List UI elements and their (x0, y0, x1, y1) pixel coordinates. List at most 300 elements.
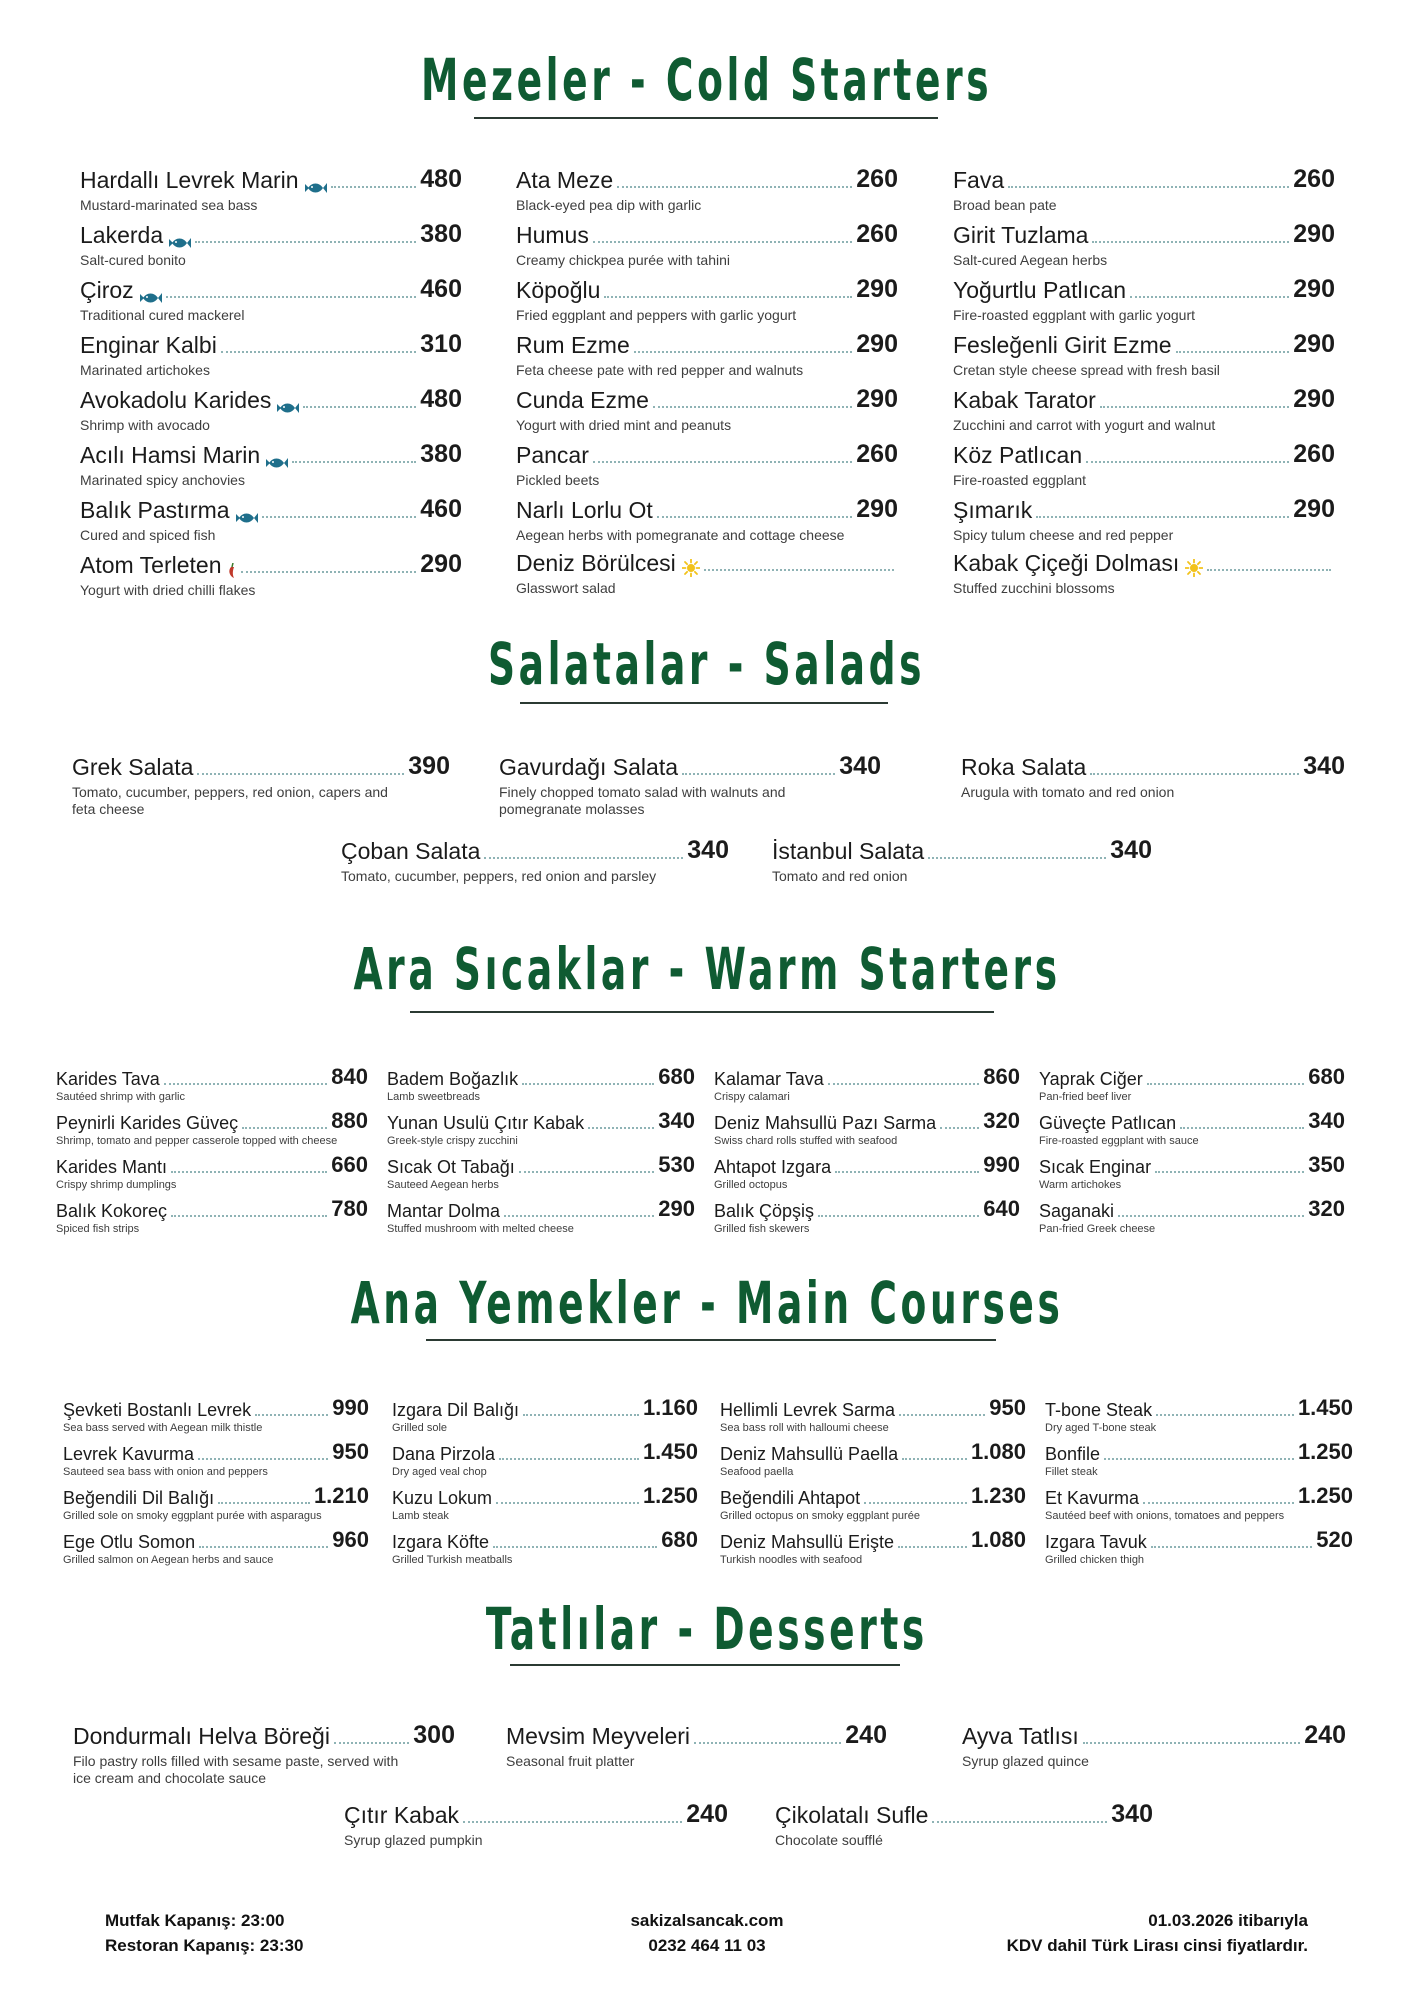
menu-item (63, 1439, 369, 1479)
item-name: Kalamar Tava (714, 1069, 824, 1089)
item-price: 1.250 (1297, 1483, 1353, 1508)
item-description: Marinated spicy anchovies (80, 472, 245, 488)
sun-icon (1185, 559, 1203, 577)
menu-item (56, 1152, 368, 1192)
menu-item (80, 330, 462, 379)
item-price: 340 (1303, 752, 1345, 780)
item-price: 290 (856, 330, 898, 358)
menu-item (1045, 1395, 1353, 1435)
item-name: Kabak Çiçeği Dolması (953, 550, 1180, 576)
desserts-title: Tatlılar - Desserts (486, 1595, 928, 1663)
item-price: 340 (687, 836, 729, 864)
item-name: Köpoğlu (516, 277, 601, 303)
item-price: 350 (1308, 1152, 1345, 1177)
fish-icon (236, 512, 258, 524)
dot-leader (1092, 241, 1289, 243)
item-description: Greek-style crispy zucchini (387, 1135, 518, 1147)
item-description: Grilled chicken thigh (1045, 1554, 1145, 1566)
item-price: 310 (420, 330, 462, 358)
item-description: Black-eyed pea dip with garlic (516, 197, 702, 213)
dot-leader (1104, 1458, 1294, 1460)
item-price: 380 (420, 220, 462, 248)
dot-leader (1207, 569, 1331, 571)
dot-leader (463, 1821, 682, 1823)
item-name: Köz Patlıcan (953, 442, 1083, 468)
fish-icon (305, 182, 327, 194)
item-price: 780 (331, 1196, 368, 1221)
item-price: 960 (332, 1527, 369, 1552)
dot-leader (898, 1546, 967, 1548)
item-description: Sauteed Aegean herbs (387, 1179, 499, 1191)
item-description: Stuffed mushroom with melted cheese (387, 1223, 574, 1235)
dot-leader (1180, 1127, 1304, 1129)
item-description: Marinated artichokes (80, 362, 210, 378)
salads-title: Salatalar - Salads (488, 630, 926, 698)
item-description: Yogurt with dried chilli flakes (80, 582, 256, 598)
item-price: 340 (1111, 1800, 1153, 1828)
menu-item (387, 1196, 695, 1236)
item-price: 340 (839, 752, 881, 780)
menu-item (56, 1196, 368, 1236)
dot-leader (221, 351, 416, 353)
item-price: 320 (983, 1108, 1020, 1133)
item-description: Grilled octopus (714, 1179, 788, 1191)
item-description: Glasswort salad (516, 580, 616, 596)
item-name: Balık Pastırma (80, 497, 230, 523)
item-name: Yoğurtlu Patlıcan (953, 277, 1127, 303)
item-description: Sautéed beef with onions, tomatoes and peppers (1045, 1510, 1285, 1522)
fish-icon (169, 237, 191, 249)
item-price: 680 (658, 1064, 695, 1089)
item-name: Karides Mantı (56, 1157, 168, 1177)
dot-leader (164, 1083, 328, 1085)
item-name: T-bone Steak (1045, 1400, 1153, 1420)
dot-leader (334, 1742, 409, 1744)
item-price: 990 (983, 1152, 1020, 1177)
item-description: Seasonal fruit platter (506, 1753, 635, 1769)
menu-item (720, 1439, 1026, 1479)
item-description: Turkish noodles with seafood (720, 1554, 863, 1566)
item-name: Balık Kokoreç (56, 1201, 168, 1221)
dot-leader (1147, 1083, 1305, 1085)
item-description: Grilled fish skewers (714, 1223, 810, 1235)
menu-item (953, 385, 1335, 434)
menu-item (56, 1064, 368, 1104)
item-name: Çikolatalı Sufle (775, 1802, 929, 1828)
phone-number[interactable]: 0232 464 11 03 (648, 1936, 766, 1955)
item-name: Humus (516, 222, 589, 248)
item-price: 340 (1308, 1108, 1345, 1133)
vat-note: KDV dahil Türk Lirası cinsi fiyatlardır. (1006, 1936, 1308, 1955)
menu-item (392, 1527, 698, 1567)
item-price: 320 (1308, 1196, 1345, 1221)
item-name: Saganaki (1039, 1201, 1115, 1221)
item-name: Sıcak Enginar (1039, 1157, 1152, 1177)
price-note (1007, 1908, 1308, 1958)
menu-item (341, 836, 729, 885)
item-price: 660 (331, 1152, 368, 1177)
dot-leader (928, 857, 1106, 859)
item-price: 1.230 (970, 1483, 1026, 1508)
dot-leader (262, 516, 417, 518)
menu-item (953, 330, 1335, 379)
menu-item (506, 1721, 887, 1770)
main-courses-title: Ana Yemekler - Main Courses (350, 1269, 1064, 1337)
item-name: Fesleğenli Girit Ezme (953, 332, 1172, 358)
item-price: 880 (331, 1108, 368, 1133)
menu-item (56, 1108, 368, 1148)
menu-item (961, 752, 1345, 801)
item-price: 1.450 (1297, 1395, 1353, 1420)
dot-leader (940, 1127, 979, 1129)
item-price: 290 (1293, 220, 1335, 248)
title-underline (426, 1339, 996, 1341)
item-description: Finely chopped tomato salad with walnuts and pomegranate molasses (499, 784, 786, 817)
dot-leader (1036, 516, 1289, 518)
dot-leader (902, 1458, 967, 1460)
menu-item (953, 495, 1335, 544)
item-price: 260 (856, 220, 898, 248)
menu-item (516, 275, 898, 324)
item-price: 840 (331, 1064, 368, 1089)
dot-leader (198, 1458, 328, 1460)
menu-item (80, 440, 462, 489)
menu-item (387, 1108, 695, 1148)
item-description: Fire-roasted eggplant with garlic yogurt (953, 307, 1196, 323)
item-price: 260 (1293, 165, 1335, 193)
menu-item (516, 330, 898, 379)
menu-item (516, 440, 898, 489)
dot-leader (255, 1414, 328, 1416)
dot-leader (504, 1215, 654, 1217)
dot-leader (493, 1546, 657, 1548)
menu-item (714, 1152, 1020, 1192)
item-description: Tomato, cucumber, peppers, red onion and parsley (341, 868, 657, 884)
item-price: 260 (856, 440, 898, 468)
menu-item (63, 1395, 369, 1435)
website-link[interactable]: sakizalsancak.com (630, 1911, 784, 1930)
dot-leader (195, 241, 416, 243)
item-name: Yunan Usulü Çıtır Kabak (387, 1113, 585, 1133)
dot-leader (1083, 1742, 1301, 1744)
menu-item (953, 550, 1335, 597)
menu-item (1039, 1108, 1345, 1148)
item-price: 290 (658, 1196, 695, 1221)
menu-item (63, 1483, 369, 1523)
menu-item (72, 752, 450, 818)
item-name: Çıtır Kabak (344, 1802, 460, 1828)
item-price: 1.160 (642, 1395, 698, 1420)
item-name: Şevketi Bostanlı Levrek (63, 1400, 252, 1420)
menu-item (73, 1721, 455, 1787)
menu-item (1039, 1064, 1345, 1104)
dot-leader (241, 571, 416, 573)
dot-leader (653, 406, 852, 408)
menu-item (720, 1483, 1026, 1523)
menu-item (953, 275, 1335, 324)
item-description: Shrimp with avocado (80, 417, 210, 433)
item-description: Crispy shrimp dumplings (56, 1179, 177, 1191)
item-description: Grilled salmon on Aegean herbs and sauce (63, 1554, 274, 1566)
title-underline (520, 702, 888, 704)
dot-leader (835, 1171, 979, 1173)
item-description: Creamy chickpea purée with tahini (516, 252, 730, 268)
item-description: Tomato and red onion (772, 868, 908, 884)
dot-leader (496, 1502, 639, 1504)
item-name: Fava (953, 167, 1005, 193)
item-price: 290 (856, 275, 898, 303)
menu-item (516, 385, 898, 434)
item-description: Yogurt with dried mint and peanuts (516, 417, 732, 433)
item-description: Sea bass roll with halloumi cheese (720, 1422, 889, 1434)
item-price: 990 (332, 1395, 369, 1420)
menu-item (80, 550, 462, 599)
item-price: 460 (420, 275, 462, 303)
item-name: Karides Tava (56, 1069, 160, 1089)
item-name: Hellimli Levrek Sarma (720, 1400, 896, 1420)
item-name: Deniz Mahsullü Pazı Sarma (714, 1113, 937, 1133)
dot-leader (1143, 1502, 1294, 1504)
menu-item (720, 1527, 1026, 1567)
dot-leader (588, 1127, 654, 1129)
menu-item (1045, 1483, 1353, 1523)
dot-leader (303, 406, 416, 408)
menu-item (775, 1800, 1153, 1849)
dot-leader (1151, 1546, 1313, 1548)
item-name: Roka Salata (961, 754, 1087, 780)
menu-item (387, 1152, 695, 1192)
dot-leader (519, 1171, 655, 1173)
menu-item (953, 165, 1335, 214)
item-name: Avokadolu Karides (80, 387, 272, 413)
opening-hours (105, 1908, 303, 1958)
item-description: Grilled Turkish meatballs (392, 1554, 513, 1566)
item-price: 240 (1304, 1721, 1346, 1749)
dot-leader (828, 1083, 980, 1085)
item-description: Fried eggplant and peppers with garlic yogurt (516, 307, 797, 323)
item-description: Pan-fried Greek cheese (1039, 1223, 1156, 1235)
dot-leader (682, 773, 835, 775)
item-name: Beğendili Dil Balığı (63, 1488, 215, 1508)
item-name: Deniz Mahsullü Erişte (720, 1532, 895, 1552)
item-name: Şımarık (953, 497, 1033, 523)
menu-item (80, 165, 462, 214)
restaurant-closing: Restoran Kapanış: 23:30 (105, 1936, 304, 1955)
item-name: Beğendili Ahtapot (720, 1488, 861, 1508)
dot-leader (1086, 461, 1289, 463)
dot-leader (864, 1502, 967, 1504)
item-price: 480 (420, 165, 462, 193)
item-description: Dry aged veal chop (392, 1466, 487, 1478)
item-price: 1.080 (970, 1527, 1026, 1552)
title-underline (474, 117, 938, 119)
item-description: Zucchini and carrot with yogurt and walnut (953, 417, 1216, 433)
item-name: Kuzu Lokum (392, 1488, 493, 1508)
menu-item (714, 1108, 1020, 1148)
item-description: Fire-roasted eggplant with sauce (1039, 1135, 1199, 1147)
dot-leader (171, 1215, 327, 1217)
dot-leader (1008, 186, 1289, 188)
item-price: 460 (420, 495, 462, 523)
item-name: Mevsim Meyveleri (506, 1723, 691, 1749)
menu-item (720, 1395, 1026, 1435)
item-name: Mantar Dolma (387, 1201, 501, 1221)
item-price: 380 (420, 440, 462, 468)
dot-leader (899, 1414, 985, 1416)
menu-item (1039, 1152, 1345, 1192)
item-description: Sea bass served with Aegean milk thistle (63, 1422, 263, 1434)
item-name: Ayva Tatlısı (962, 1723, 1079, 1749)
item-description: Salt-cured bonito (80, 252, 186, 268)
effective-date: 01.03.2026 itibarıyla (1148, 1911, 1308, 1930)
dot-leader (331, 186, 417, 188)
menu-item (1039, 1196, 1345, 1236)
item-description: Broad bean pate (953, 197, 1057, 213)
item-description: Lamb steak (392, 1510, 449, 1522)
menu-item (516, 220, 898, 269)
item-name: Izgara Dil Balığı (392, 1400, 520, 1420)
dot-leader (522, 1083, 654, 1085)
item-description: Traditional cured mackerel (80, 307, 245, 323)
chili-icon (227, 563, 237, 579)
item-name: Yaprak Ciğer (1039, 1069, 1143, 1089)
menu-item (80, 385, 462, 434)
item-name: Enginar Kalbi (80, 332, 217, 358)
dot-leader (818, 1215, 979, 1217)
item-description: Arugula with tomato and red onion (961, 784, 1175, 800)
dot-leader (1130, 296, 1289, 298)
item-name: Dondurmalı Helva Böreği (73, 1723, 330, 1749)
item-description: Filo pastry rolls filled with sesame paste, served with ice cream and chocolate sauce (73, 1753, 399, 1786)
item-description: Spicy tulum cheese and red pepper (953, 527, 1174, 543)
item-name: Badem Boğazlık (387, 1069, 519, 1089)
dot-leader (484, 857, 683, 859)
menu-item (953, 440, 1335, 489)
dot-leader (1118, 1215, 1304, 1217)
item-price: 260 (856, 165, 898, 193)
item-description: Mustard-marinated sea bass (80, 197, 258, 213)
dot-leader (199, 1546, 328, 1548)
menu-item (80, 220, 462, 269)
item-description: Feta cheese pate with red pepper and walnuts (516, 362, 804, 378)
item-description: Syrup glazed pumpkin (344, 1832, 483, 1848)
menu-item (63, 1527, 369, 1567)
item-price: 640 (983, 1196, 1020, 1221)
menu-item (714, 1196, 1020, 1236)
item-price: 260 (1293, 440, 1335, 468)
warm-starters-title: Ara Sıcaklar - Warm Starters (353, 935, 1061, 1003)
item-price: 680 (1308, 1064, 1345, 1089)
menu-item (1045, 1439, 1353, 1479)
item-description: Cured and spiced fish (80, 527, 216, 543)
item-name: Deniz Mahsullü Paella (720, 1444, 899, 1464)
title-underline (510, 1664, 900, 1666)
menu-item (387, 1064, 695, 1104)
item-description: Aegean herbs with pomegranate and cottage cheese (516, 527, 845, 543)
item-price: 290 (1293, 330, 1335, 358)
menu-item (344, 1800, 728, 1849)
item-name: Izgara Tavuk (1045, 1532, 1147, 1552)
dot-leader (593, 241, 852, 243)
dot-leader (657, 516, 853, 518)
dot-leader (197, 773, 404, 775)
menu-item (499, 752, 881, 818)
sun-icon (682, 559, 700, 577)
menu-item (516, 165, 898, 214)
item-name: Ege Otlu Somon (63, 1532, 196, 1552)
item-price: 860 (983, 1064, 1020, 1089)
item-description: Warm artichokes (1039, 1179, 1122, 1191)
menu-item (516, 550, 898, 597)
cold-starters-title: Mezeler - Cold Starters (421, 46, 993, 114)
dot-leader (617, 186, 852, 188)
item-price: 290 (1293, 275, 1335, 303)
item-name: İstanbul Salata (772, 838, 925, 864)
item-description: Shrimp, tomato and pepper casserole topped with cheese (56, 1135, 338, 1147)
item-name: Grek Salata (72, 754, 194, 780)
menu-item (772, 836, 1152, 885)
item-name: Ahtapot Izgara (714, 1157, 832, 1177)
item-name: Çoban Salata (341, 838, 481, 864)
dot-leader (704, 569, 894, 571)
fish-icon (277, 402, 299, 414)
item-description: Sauteed sea bass with onion and peppers (63, 1466, 268, 1478)
item-price: 290 (1293, 495, 1335, 523)
item-name: Çiroz (80, 277, 134, 303)
item-description: Grilled sole on smoky eggplant purée with asparagus (63, 1510, 322, 1522)
item-description: Grilled octopus on smoky eggplant purée (720, 1510, 920, 1522)
item-name: Güveçte Patlıcan (1039, 1113, 1177, 1133)
item-description: Salt-cured Aegean herbs (953, 252, 1108, 268)
item-name: Girit Tuzlama (953, 222, 1089, 248)
item-description: Crispy calamari (714, 1091, 790, 1103)
dot-leader (292, 461, 416, 463)
item-price: 680 (661, 1527, 698, 1552)
dot-leader (932, 1821, 1107, 1823)
item-description: Grilled sole (392, 1422, 448, 1434)
item-name: Acılı Hamsi Marin (80, 442, 261, 468)
item-price: 240 (686, 1800, 728, 1828)
item-price: 520 (1316, 1527, 1353, 1552)
item-description: Seafood paella (720, 1466, 794, 1478)
dot-leader (1155, 1171, 1304, 1173)
item-price: 530 (658, 1152, 695, 1177)
item-name: Balık Çöpşiş (714, 1201, 815, 1221)
menu-item (80, 495, 462, 544)
item-name: Peynirli Karides Güveç (56, 1113, 239, 1133)
item-name: Deniz Börülcesi (516, 550, 676, 576)
item-description: Cretan style cheese spread with fresh basil (953, 362, 1220, 378)
item-name: Hardallı Levrek Marin (80, 167, 299, 193)
dot-leader (593, 461, 852, 463)
item-description: Chocolate soufflé (775, 1832, 883, 1848)
item-name: Rum Ezme (516, 332, 630, 358)
menu-item (953, 220, 1335, 269)
dot-leader (166, 296, 417, 298)
item-description: Syrup glazed quince (962, 1753, 1089, 1769)
item-name: Atom Terleten (80, 552, 222, 578)
item-price: 290 (1293, 385, 1335, 413)
dot-leader (694, 1742, 841, 1744)
title-underline (410, 1011, 994, 1013)
item-price: 1.250 (642, 1483, 698, 1508)
dot-leader (1090, 773, 1299, 775)
menu-item (714, 1064, 1020, 1104)
item-name: Bonfile (1045, 1444, 1101, 1464)
dot-leader (499, 1458, 639, 1460)
dot-leader (604, 296, 852, 298)
item-price: 1.250 (1297, 1439, 1353, 1464)
